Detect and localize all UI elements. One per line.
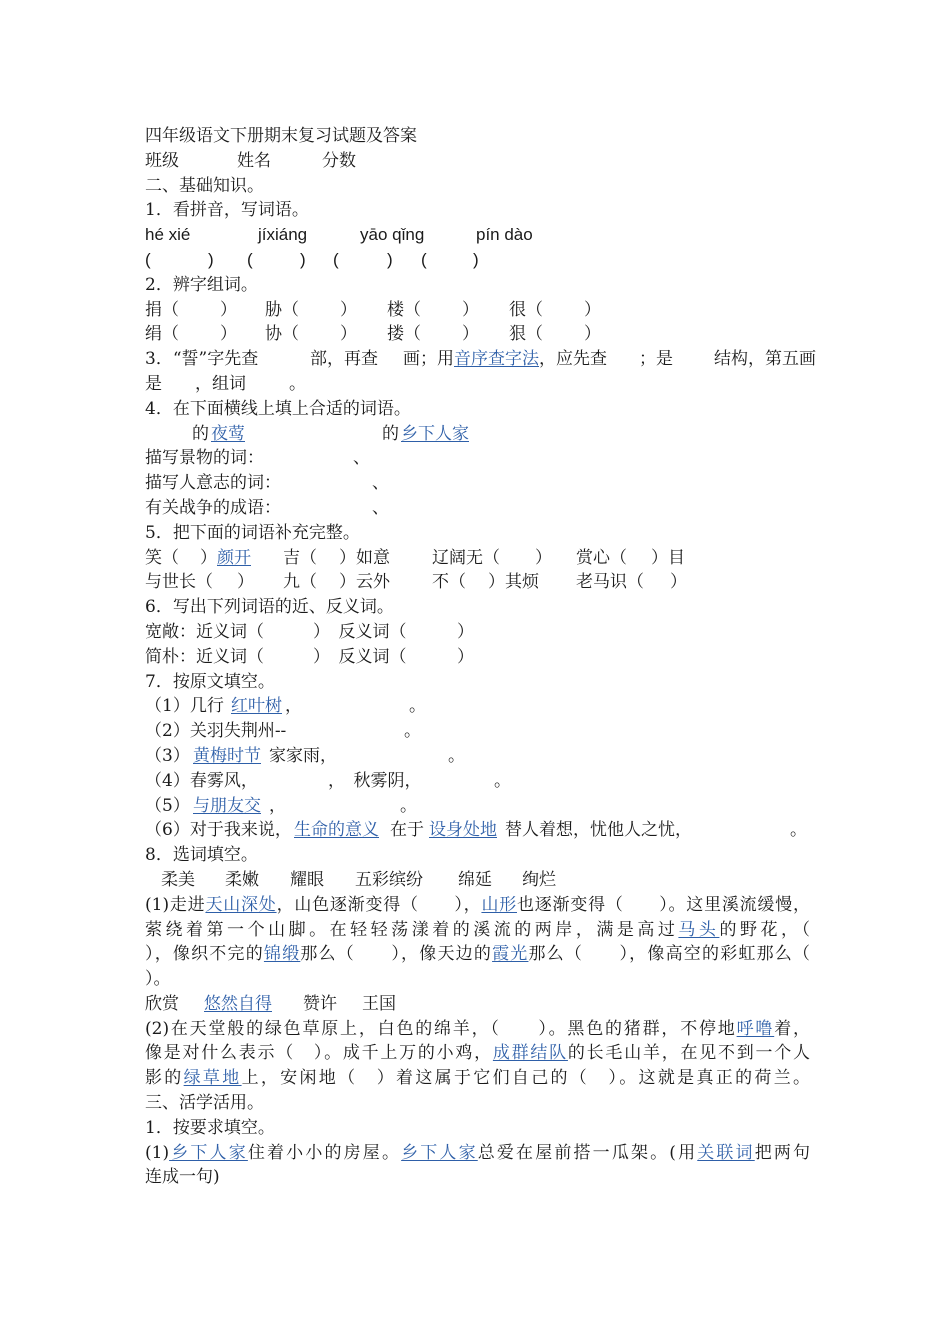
q6-text: ） 反义词（ (313, 621, 407, 642)
link-yankai[interactable]: 颜开 (217, 547, 251, 568)
word-option: 绵延 (458, 869, 492, 890)
q6-text: ） (457, 646, 474, 667)
q8-text: 萦绕着第一个山脚。在轻轻荡漾着的溪流的两岸，满是高过 (145, 919, 679, 940)
q1-title: 1．看拼音，写词语。 (145, 200, 309, 221)
q5-title: 5．把下面的词语补充完整。 (145, 522, 360, 543)
q8-text: 上，安闲地（ ）着这属于它们自己的（ ）。这就是真正的荷兰。 (241, 1068, 810, 1089)
word-option: 王国 (362, 993, 396, 1014)
q2-row-2 (145, 322, 810, 347)
q31-text: (1) (145, 1142, 170, 1163)
q6-text: 宽敞：近义词（ (145, 621, 264, 642)
q7-text: （3） (145, 745, 190, 766)
word-option: 柔嫩 (225, 869, 259, 890)
q5-text: 不（ (432, 572, 466, 593)
q7-text: 在于 (390, 820, 424, 841)
q8-p1-line-4: ）。 (145, 969, 171, 990)
q7-text: ， (285, 696, 302, 717)
document-title: 四年级语文下册期末复习试题及答案 (145, 126, 417, 146)
q4-text: 、 (353, 448, 370, 469)
link-chengqun-jiedui[interactable]: 成群结队 (492, 1043, 568, 1064)
q3-text: ；是 (639, 349, 673, 370)
blank-close: ) (387, 249, 393, 269)
link-shanxing[interactable]: 山形 (481, 894, 517, 915)
pinyin-3: yāo qǐng (360, 225, 425, 245)
link-xiangxia-renjia[interactable]: 乡下人家 (401, 1142, 478, 1163)
q5-text: ） (535, 547, 552, 568)
q8-p2-line-1 (145, 1017, 810, 1042)
q31-line-1 (145, 1141, 810, 1166)
q4-text: 的 (192, 423, 209, 444)
q3-text: 结构，第五画 (714, 349, 816, 370)
char-item: 很（ (509, 299, 543, 320)
q7-text: 。 (409, 696, 426, 717)
q5-text: 吉（ (283, 547, 317, 568)
q4-line-4 (145, 496, 810, 521)
link-huangmei-shijie[interactable]: 黄梅时节 (193, 745, 261, 766)
blank-open: ( (421, 249, 427, 269)
q8-p2-line-3 (145, 1066, 810, 1091)
link-shengming-yiyi[interactable]: 生命的意义 (294, 820, 379, 841)
char-close: ） (340, 299, 357, 320)
q5-text: ）云外 (339, 572, 390, 593)
q7-text: （2）关羽失荆州-- (145, 721, 287, 742)
q3-text: 部，再查 (310, 349, 378, 370)
q6-text: 简朴：近义词（ (145, 646, 264, 667)
q4-text: 的 (382, 423, 399, 444)
q8-text: 着， (774, 1018, 810, 1039)
link-xiangxia-renjia[interactable]: 乡下人家 (401, 423, 469, 444)
link-youran-zide[interactable]: 悠然自得 (204, 993, 272, 1014)
q5-text: 辽阔无（ (432, 547, 500, 568)
q7-text: （1）几行 (145, 696, 224, 717)
header-line (145, 149, 810, 174)
document-page (145, 124, 816, 1190)
q8-title: 8．选词填空。 (145, 845, 258, 866)
score-label: 分数 (322, 150, 356, 171)
link-tianshan-shenchu[interactable]: 天山深处 (205, 894, 277, 915)
q6-text: ） (457, 621, 474, 642)
link-guanlianci[interactable]: 关联词 (697, 1142, 755, 1163)
char-item: 楼（ (387, 299, 421, 320)
link-jinduan[interactable]: 锦缎 (263, 944, 301, 965)
char-close: ） (462, 299, 479, 320)
q5-row-2 (145, 570, 810, 595)
char-item: 协（ (265, 324, 299, 345)
q3-line-2 (145, 372, 810, 397)
q7-text: ， (269, 795, 286, 816)
q31-line-2: 连成一句) (145, 1167, 220, 1188)
word-option: 绚烂 (522, 869, 556, 890)
link-shenshe-chudi[interactable]: 设身处地 (429, 820, 497, 841)
q7-text: 替人着想，忧他人之忧， (505, 820, 692, 841)
q5-text: ）目 (651, 547, 685, 568)
q31-title: 1．按要求填空。 (145, 1117, 275, 1138)
q3-text: 。 (289, 373, 306, 394)
q7-item-1 (145, 694, 810, 719)
q31-text: 总爱在屋前搭一瓜架。(用 (477, 1142, 698, 1163)
char-close: ） (584, 299, 601, 320)
q1-pinyin-row (145, 223, 810, 248)
q8-wordbank-2 (145, 992, 810, 1017)
char-close: ） (340, 324, 357, 345)
q4-text: 描写人意志的词： (145, 473, 281, 494)
q5-text: 老马识（ (576, 572, 644, 593)
q7-text: 。 (790, 820, 807, 841)
q3-text: ，应先查 (539, 349, 607, 370)
q8-p2-line-2 (145, 1041, 810, 1066)
q7-text: （4）春雾风， (145, 770, 258, 791)
q7-text: 。 (400, 795, 417, 816)
pinyin-2: jíxiáng (258, 225, 308, 245)
q8-text: 的长毛山羊，在见不到一个人 (567, 1043, 810, 1064)
q8-text: ，山色逐渐变得（ ）， (276, 894, 482, 915)
link-yu-pengyou-jiao[interactable]: 与朋友交 (193, 795, 261, 816)
q4-text: 、 (372, 473, 389, 494)
blank-close: ) (473, 249, 479, 269)
q5-text: ）其烦 (488, 572, 539, 593)
q5-row-1 (145, 546, 810, 571)
char-item: 胁（ (265, 299, 299, 320)
char-close: ） (220, 324, 237, 345)
q7-item-3 (145, 744, 810, 769)
q4-text: 有关战争的成语： (145, 497, 281, 518)
q7-title: 7．按原文填空。 (145, 671, 275, 692)
section-3-heading: 三、活学活用。 (145, 1093, 264, 1114)
q4-line-3 (145, 471, 810, 496)
section-2-heading: 二、基础知识。 (145, 175, 264, 196)
q7-text: 。 (494, 770, 511, 791)
word-option: 五彩缤纷 (355, 869, 423, 890)
q6-title: 6．写出下列词语的近、反义词。 (145, 597, 394, 618)
blank-open: ( (145, 249, 151, 269)
q8-wordbank-1 (145, 868, 810, 893)
q8-text: 像是对什么表示（ ）。成千上万的小鸡， (145, 1043, 493, 1064)
q3-text: 是 (145, 373, 162, 394)
link-matou[interactable]: 马头 (678, 919, 720, 940)
q31-text: 把两句 (754, 1142, 810, 1163)
q5-text: ） (670, 572, 687, 593)
q8-text: (2)在天堂般的绿色草原上，白色的绵羊，（ ）。黑色的猪群，不停地 (145, 1018, 737, 1039)
char-item: 绢（ (145, 324, 179, 345)
q4-line-2 (145, 446, 810, 471)
char-close: ） (462, 324, 479, 345)
word-option: 欣赏 (145, 993, 179, 1014)
q7-item-2 (145, 719, 810, 744)
q4-title: 4．在下面横线上填上合适的词语。 (145, 398, 411, 419)
q8-text: 那么（ ），像天边的 (300, 944, 493, 965)
char-close: ） (584, 324, 601, 345)
q7-text: （5） (145, 795, 190, 816)
q7-text: ， 秋雾阴， (328, 770, 422, 791)
word-option: 柔美 (161, 869, 195, 890)
q8-text: 那么（ ），像高空的彩虹那么（ (528, 944, 810, 965)
char-item: 捐（ (145, 299, 179, 320)
q8-text: ），像织不完的 (145, 944, 264, 965)
q5-text: 与世长（ (145, 572, 213, 593)
q7-text: 家家雨， (269, 745, 337, 766)
q5-text: ） (237, 572, 254, 593)
q31-text: 住着小小的房屋。 (247, 1142, 402, 1163)
q5-text: 赏心（ (576, 547, 627, 568)
q5-text: 九（ (283, 572, 317, 593)
q8-text: (1)走进 (145, 894, 206, 915)
link-hongyeshu[interactable]: 红叶树 (231, 696, 282, 717)
q3-text: ，组词 (195, 373, 246, 394)
q6-row-1 (145, 620, 810, 645)
q2-title: 2．辨字组词。 (145, 274, 258, 295)
q3-line-1 (145, 347, 816, 372)
link-xiangxia-renjia[interactable]: 乡下人家 (169, 1142, 248, 1163)
q5-text: 笑（ (145, 547, 179, 568)
q7-text: 。 (404, 721, 421, 742)
link-lvcaodi[interactable]: 绿草地 (183, 1068, 242, 1089)
q2-row-1 (145, 298, 810, 323)
q3-text: 3．“誓”字先查 (145, 349, 259, 370)
char-item: 狠（ (509, 324, 543, 345)
class-label: 班级 (145, 150, 179, 171)
link-hulu[interactable]: 呼噜 (736, 1018, 775, 1039)
q8-text: 影的 (145, 1068, 184, 1089)
pinyin-1: hé xié (145, 225, 191, 245)
q8-text: 的野花，（ (719, 919, 810, 940)
char-item: 搂（ (387, 324, 421, 345)
pinyin-4: pín dào (476, 225, 533, 245)
q5-text: ） (200, 547, 217, 568)
q4-text: 描写景物的词： (145, 448, 264, 469)
q8-text: 也逐渐变得（ ）。这里溪流缓慢， (517, 894, 810, 915)
q4-text: 、 (372, 497, 389, 518)
q1-blanks-row (145, 248, 810, 273)
q7-item-4 (145, 769, 810, 794)
word-option: 耀眼 (290, 869, 324, 890)
name-label: 姓名 (237, 150, 271, 171)
blank-open: ( (333, 249, 339, 269)
char-close: ） (220, 299, 237, 320)
q7-text: （6）对于我来说， (145, 820, 292, 841)
q7-item-6 (145, 818, 810, 843)
link-xiaguang[interactable]: 霞光 (492, 944, 529, 965)
q3-text: 画；用 (403, 349, 454, 370)
q5-text: ）如意 (339, 547, 390, 568)
blank-close: ) (300, 249, 306, 269)
q8-p1-line-3 (145, 942, 810, 967)
q6-text: ） 反义词（ (313, 646, 407, 667)
q8-p1-line-1 (145, 893, 810, 918)
q8-p1-line-2 (145, 918, 810, 943)
q7-item-5 (145, 794, 810, 819)
link-yeying[interactable]: 夜莺 (211, 423, 245, 444)
blank-open: ( (247, 249, 253, 269)
link-yinxu-chazifa[interactable]: 音序查字法 (454, 349, 539, 370)
blank-close: ) (208, 249, 214, 269)
q7-text: 。 (448, 745, 465, 766)
q4-line-1 (145, 422, 810, 447)
q6-row-2 (145, 645, 810, 670)
word-option: 赞许 (303, 993, 337, 1014)
